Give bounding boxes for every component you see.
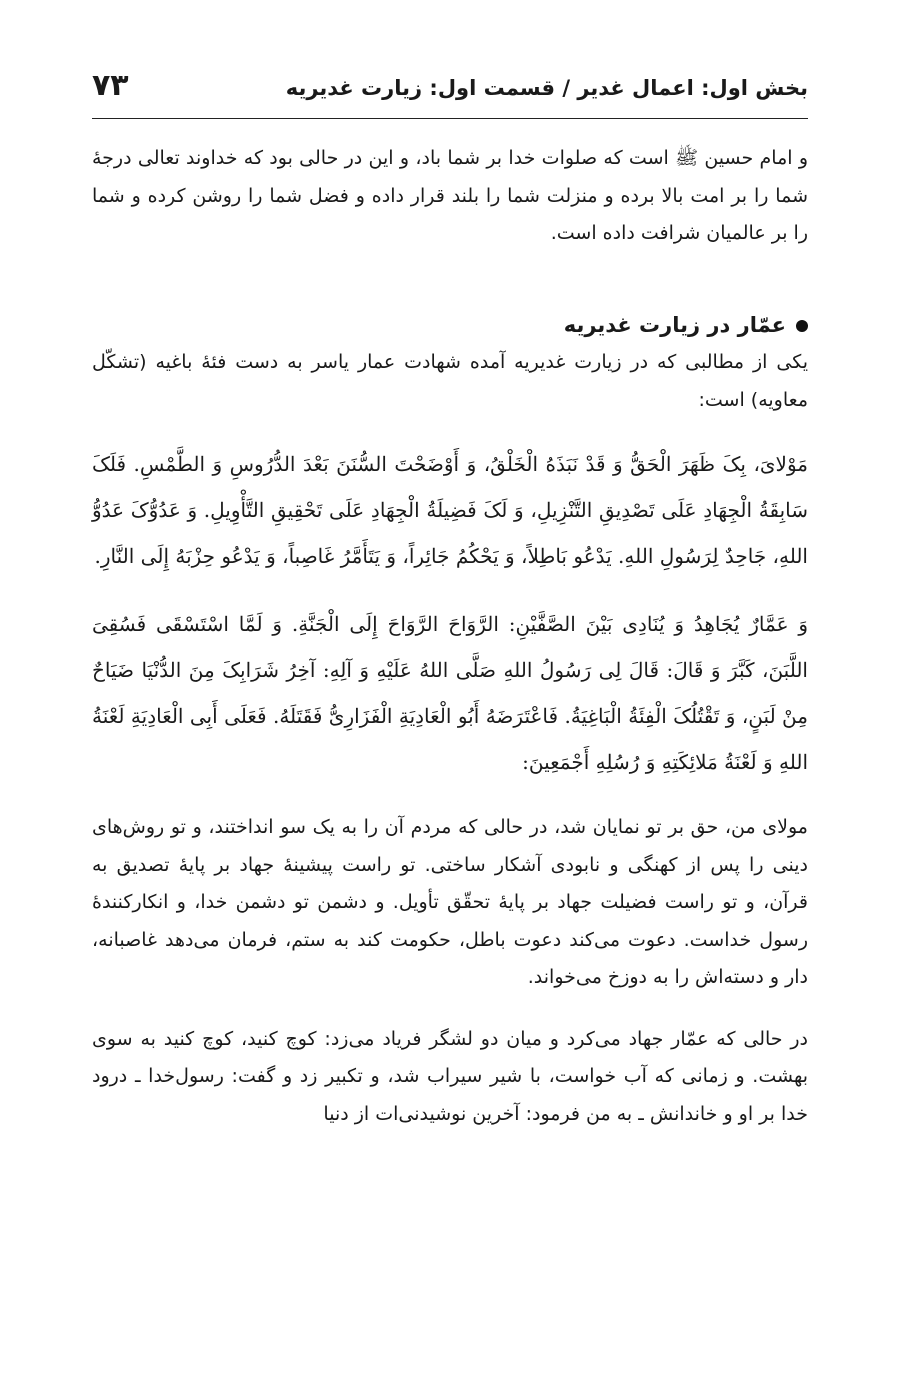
page-number: ۷۳ [92,68,129,103]
bullet-icon [796,320,808,332]
paragraph-translation-1: مولای من، حق بر تو نمایان شد، در حالی که مردم آن را به یک سو انداختند، و تو روش‌های دینی را پس از کهنگی و نابودی آشکار ساختی. تو راست پیشینهٔ جهاد بر پایهٔ تصدیق به قرآن، و تو راست فضیلت جهاد بر پایهٔ تحقّق تأویل. و دشمن تو دشمن خدا، و انکارکنندهٔ رسول خداست. دعوت می‌کند دعوت باطل، حکومت کند به ستم، فرمان می‌دهد غاصبانه، دار و دسته‌اش را به دوزخ می‌خواند. [92,816,808,988]
paragraph-ammar-intro: یکی از مطالبی که در زیارت غدیریه آمده شهادت عمار یاسر به دست فئهٔ باغیه (تشکّل معاویه) است: [92,351,808,411]
section-heading [92,307,808,345]
paragraph-translation-2: در حالی که عمّار جهاد می‌کرد و میان دو لشگر فریاد می‌زد: کوچ کنید، کوچ کنید به سوی بهشت. و زمانی که آب خواست، با شیر سیراب شد، و تکبیر زد و گفت: رسول‌خدا ـ درود خدا بر او و خاندانش ـ به من فرمود: آخرین نوشیدنی‌ات از دنیا [92,1027,808,1125]
running-title: بخش اول: اعمال غدیر / قسمت اول: زیارت غدیریه [285,76,808,100]
paragraph-intro: و امام حسین ﷺ است که صلوات خدا بر شما باد، و این در حالی بود که خداوند تعالی درجهٔ شما را بر امت بالا برده و منزلت شما را بلند قرار داده و فضل شما را روشن کرده و شما را بر عالمیان شرافت داده است. [92,147,808,244]
arabic-quote-1: مَوْلایَ، بِکَ ظَهَرَ الْحَقُّ وَ قَدْ نَبَذَهُ الْخَلْقُ، وَ أَوْضَحْتَ السُّنَنَ بَعْدَ الدُّرُوسِ وَ الطَّمْسِ. فَلَکَ سَابِقَةُ الْجِهَادِ عَلَی تَصْدِیقِ التَّنْزِیلِ، وَ لَکَ فَضِیلَةُ الْجِهَادِ عَلَی تَحْقِیقِ التَّأْوِیلِ. وَ عَدُوُّکَ عَدُوُّ اللهِ، جَاحِدٌ لِرَسُولِ اللهِ. یَدْعُو بَاطِلاً، وَ یَحْکُمُ جَائِراً، وَ یَتَأَمَّرُ غَاصِباً، وَ یَدْعُو حِزْبَهُ إِلَی النَّارِ. [92,452,809,568]
arabic-quote-2: وَ عَمَّارٌ یُجَاهِدُ وَ یُنَادِی بَیْنَ الصَّفَّیْنِ: الرَّوَاحَ الرَّوَاحَ إِلَی الْجَنَّةِ. وَ لَمَّا اسْتَسْقَی فَسُقِیَ اللَّبَنَ، کَبَّرَ وَ قَالَ: قَالَ لِی رَسُولُ اللهِ صَلَّی اللهُ عَلَیْهِ وَ آلِهِ: آخِرُ شَرَابِکَ مِنَ الدُّنْیَا ضَیَاحٌ مِنْ لَبَنٍ، وَ تَقْتُلُکَ الْفِئَةُ الْبَاغِیَةُ. فَاعْتَرَضَهُ أَبُو الْعَادِیَةِ الْفَزَارِیُّ فَقَتَلَهُ. فَعَلَی أَبِی الْعَادِیَةِ لَعْنَةُ اللهِ وَ لَعْنَةُ مَلائِکَتِهِ وَ رُسُلِهِ أَجْمَعِینَ: [92,612,808,774]
section-heading-text: عمّار در زیارت غدیریه [563,312,786,337]
page-header [92,66,808,119]
page-body [92,140,808,1133]
